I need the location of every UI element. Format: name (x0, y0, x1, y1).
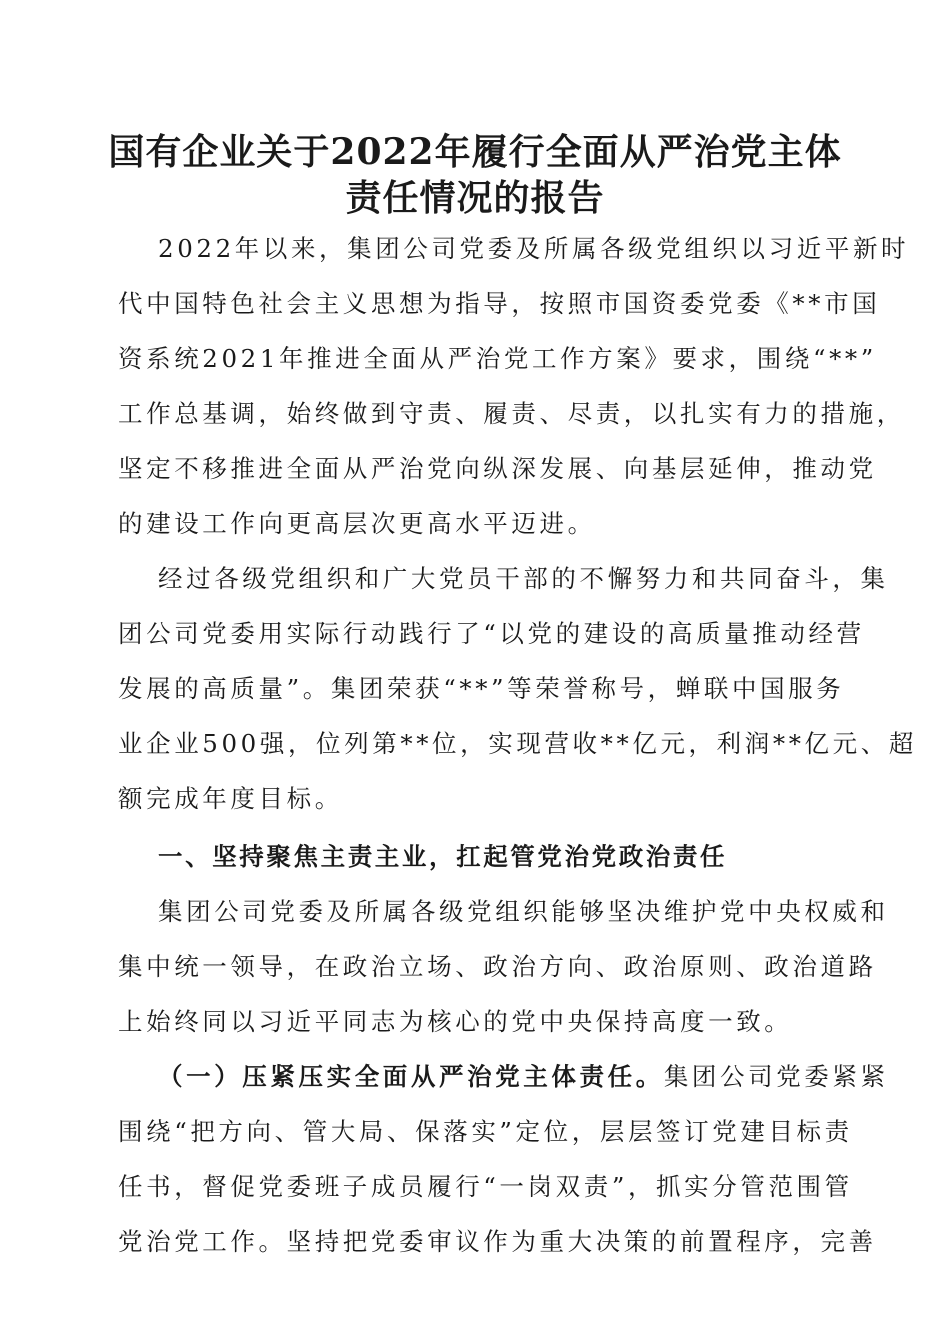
para4-line-1 (118, 1057, 889, 1097)
document-title-line-2: 责任情况的报告 (345, 177, 605, 219)
subsection-heading-1: （一）压紧压实全面从严治党主体责任。 (158, 1062, 664, 1091)
para4-line-2: 围绕“把方向、管大局、保落实”定位，层层签订党建目标责 (118, 1117, 853, 1146)
para1-line-4: 工作总基调，始终做到守责、履责、尽责，以扎实有力的措施， (118, 399, 905, 428)
para1-line-3: 资系统2021年推进全面从严治党工作方案》要求，围绕“**” (118, 344, 877, 373)
document-title-line-1: 国有企业关于2022年履行全面从严治党主体 (108, 131, 842, 173)
para2-line-5: 额完成年度目标。 (118, 784, 343, 813)
para3-line-1: 集团公司党委及所属各级党组织能够坚决维护党中央权威和 (158, 897, 889, 926)
para2-line-1: 经过各级党组织和广大党员干部的不懈努力和共同奋斗，集 (158, 564, 889, 593)
para4-line-1-rest: 集团公司党委紧紧 (663, 1062, 889, 1091)
para2-line-3: 发展的高质量”。集团荣获“**”等荣誉称号，蝉联中国服务 (118, 674, 845, 703)
para2-line-4: 业企业500强，位列第**位，实现营收**亿元，利润**亿元、超 (118, 729, 917, 758)
para1-line-2: 代中国特色社会主义思想为指导，按照市国资委党委《**市国 (118, 289, 881, 318)
para4-line-4: 党治党工作。坚持把党委审议作为重大决策的前置程序，完善 (118, 1227, 877, 1256)
para3-line-3: 上始终同以习近平同志为核心的党中央保持高度一致。 (118, 1007, 793, 1036)
para4-line-3: 任书，督促党委班子成员履行“一岗双责”，抓实分管范围管 (118, 1172, 853, 1201)
section-heading-1: 一、坚持聚焦主责主业，扛起管党治党政治责任 (158, 842, 728, 871)
para1-line-1: 2022年以来，集团公司党委及所属各级党组织以习近平新时 (158, 234, 910, 263)
para2-line-2: 团公司党委用实际行动践行了“以党的建设的高质量推动经营 (118, 619, 865, 648)
para3-line-2: 集中统一领导，在政治立场、政治方向、政治原则、政治道路 (118, 952, 877, 981)
para1-line-6: 的建设工作向更高层次更高水平迈进。 (118, 509, 596, 538)
para1-line-5: 坚定不移推进全面从严治党向纵深发展、向基层延伸，推动党 (118, 454, 877, 483)
